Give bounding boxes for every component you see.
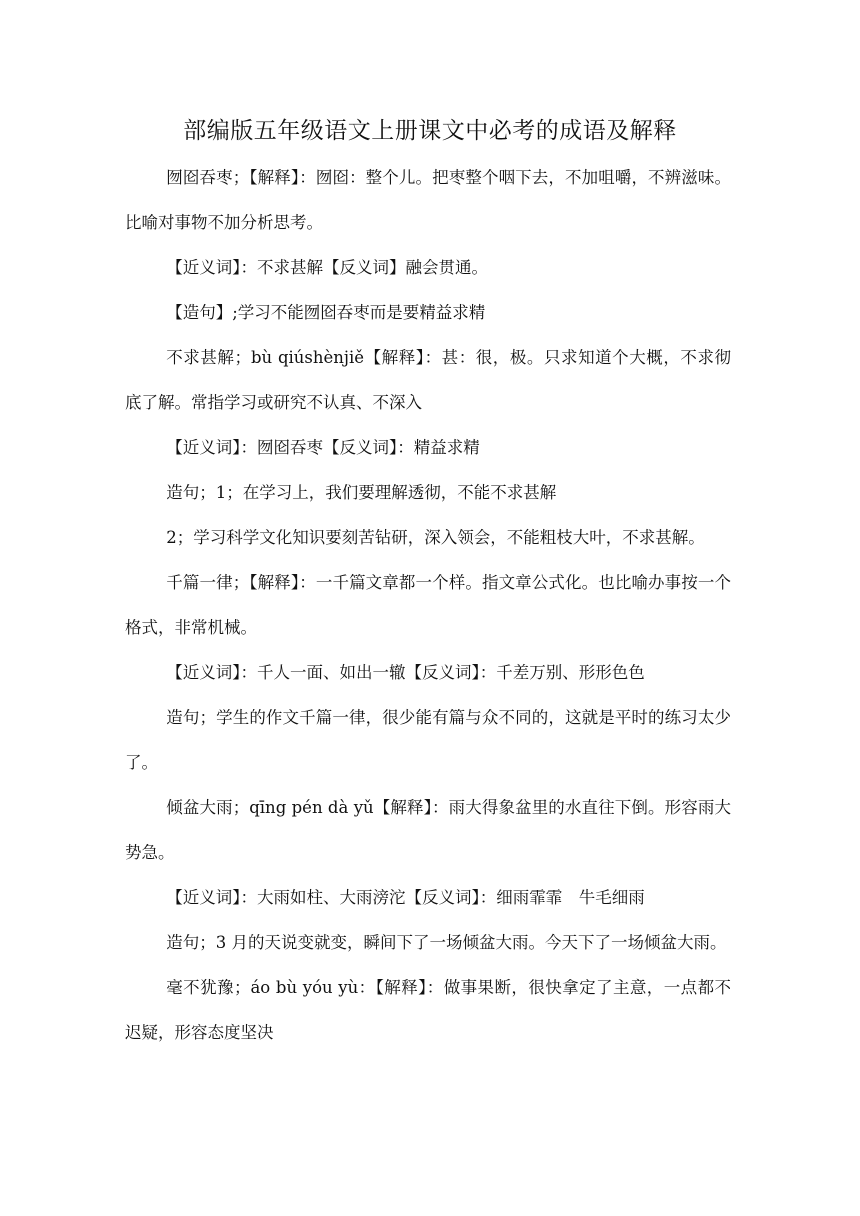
paragraph-buqiushenjie-example-1: 造句；1；在学习上，我们要理解透彻，不能不求甚解 — [166, 483, 557, 502]
paragraph-qianpianyilv-definition: 千篇一律；【解释】：一千篇文章都一个样。指文章公式化。也比喻办事按一个格式，非常机械。 — [125, 573, 731, 637]
page-title: 部编版五年级语文上册课文中必考的成语及解释 — [183, 118, 677, 144]
paragraph-buqiushenjie-example-2: 2；学习科学文化知识要刻苦钻研，深入领会，不能粗枝大叶，不求甚解。 — [166, 528, 705, 547]
paragraph-buqiushenjie-definition: 不求甚解；bù qiúshènjiě【解释】：甚：很，极。只求知道个大概，不求彻底了解。常指学习或研究不认真、不深入 — [125, 348, 731, 412]
paragraph-qingpendayu-synonyms: 【近义词】：大雨如柱、大雨滂沱【反义词】：细雨霏霏 牛毛细雨 — [166, 888, 645, 907]
paragraph-huluntunzao-example: 【造句】;学习不能囫囵吞枣而是要精益求精 — [166, 303, 486, 322]
paragraph-qianpianyilv-example: 造句；学生的作文千篇一律，很少能有篇与众不同的，这就是平时的练习太少了。 — [125, 708, 731, 772]
paragraph-haobuyouyu-definition: 毫不犹豫；áo bù yóu yù：【解释】：做事果断，很快拿定了主意，一点都不迟疑，形容态度坚决 — [125, 978, 731, 1042]
paragraph-huluntunzao-synonyms: 【近义词】：不求甚解【反义词】融会贯通。 — [166, 258, 488, 277]
paragraph-qingpendayu-definition: 倾盆大雨；qīng pén dà yǔ【解释】：雨大得象盆里的水直往下倒。形容雨大势急。 — [125, 798, 731, 862]
paragraph-qingpendayu-example: 造句；3 月的天说变就变，瞬间下了一场倾盆大雨。今天下了一场倾盆大雨。 — [166, 933, 727, 952]
paragraph-huluntunzao-definition: 囫囵吞枣；【解释】：囫囵：整个儿。把枣整个咽下去，不加咀嚼，不辨滋味。比喻对事物不加分析思考。 — [125, 168, 731, 232]
paragraph-qianpianyilv-synonyms: 【近义词】：千人一面、如出一辙【反义词】：千差万别、形形色色 — [166, 663, 645, 682]
paragraph-buqiushenjie-synonyms: 【近义词】：囫囵吞枣【反义词】：精益求精 — [166, 438, 480, 457]
document-body — [125, 155, 731, 1055]
